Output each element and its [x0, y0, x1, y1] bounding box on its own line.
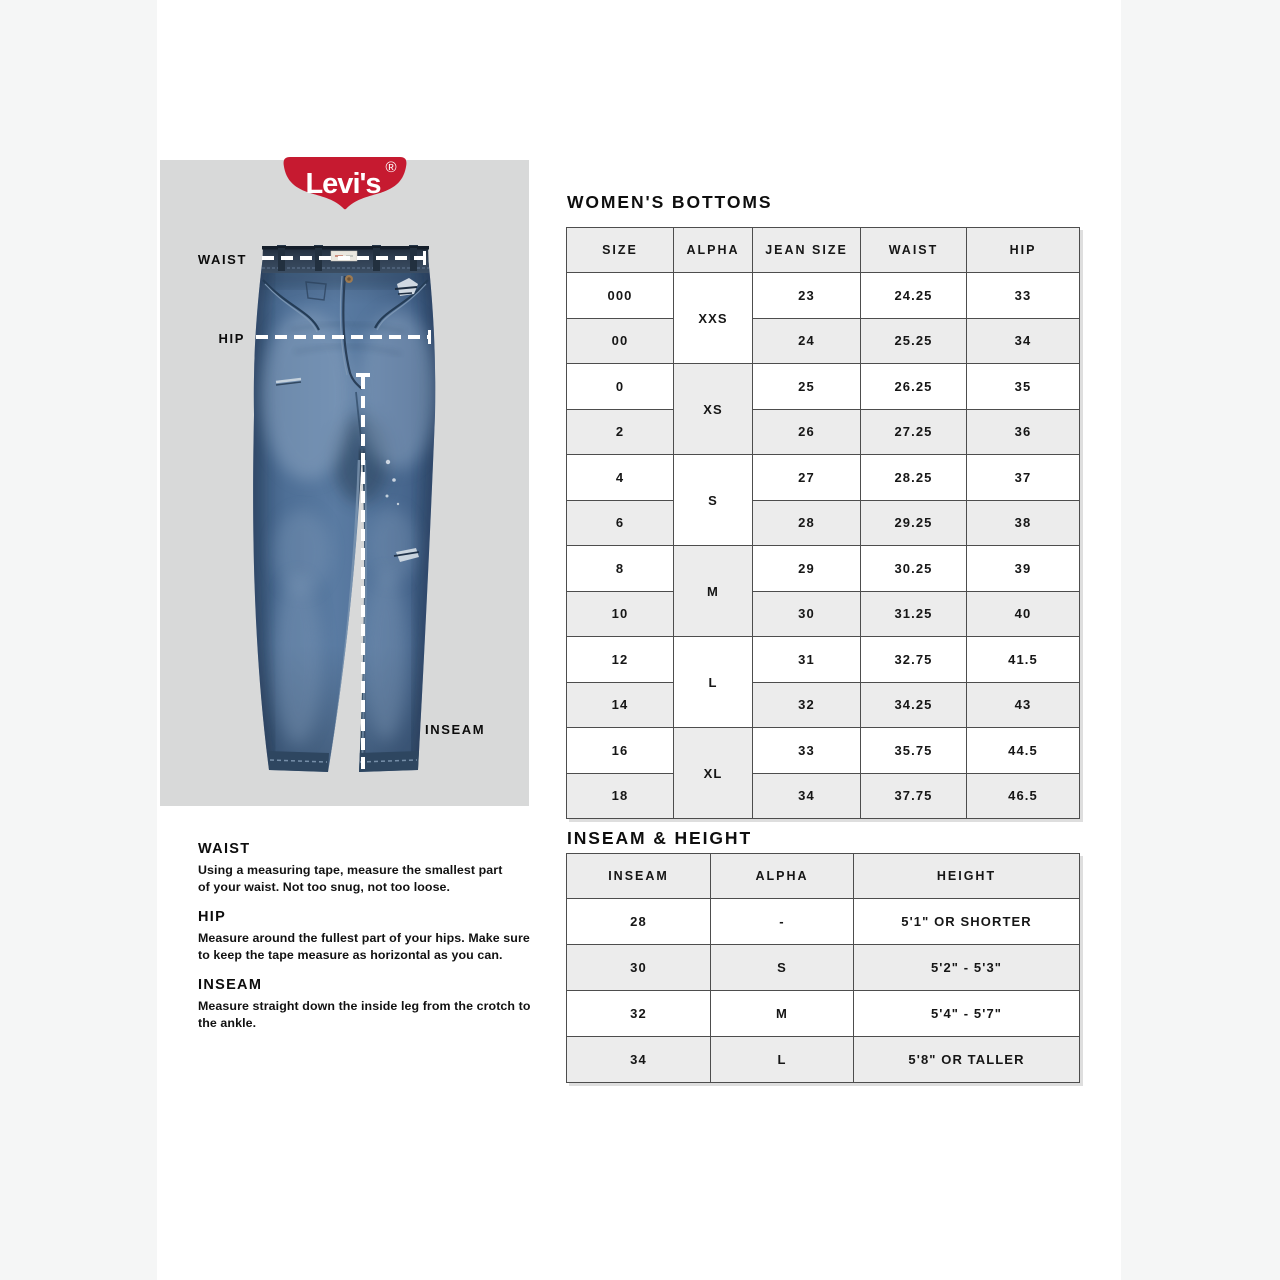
table-row: [567, 591, 1080, 637]
col-header-alpha: ALPHA: [674, 228, 753, 273]
cell-size: 10: [567, 591, 674, 637]
table-row: [567, 637, 1080, 683]
table-row: [567, 273, 1080, 319]
col-header-alpha: ALPHA: [711, 854, 854, 899]
cell-size: 4: [567, 455, 674, 501]
cell-jean-size: 33: [753, 728, 861, 774]
cell-waist: 30.25: [861, 546, 967, 592]
guide-heading: HIP: [198, 909, 227, 925]
hip-line-end-tick: [428, 330, 431, 344]
col-header-inseam: INSEAM: [567, 854, 711, 899]
cell-size: 6: [567, 500, 674, 546]
cell-waist: 24.25: [861, 273, 967, 319]
table-row: [567, 728, 1080, 774]
cell-inseam: 32: [567, 991, 711, 1037]
cell-waist: 28.25: [861, 455, 967, 501]
guide-waist: [198, 841, 543, 896]
cell-alpha: M: [674, 546, 753, 637]
guide-hip: [198, 909, 543, 964]
waist-label: WAIST: [197, 252, 247, 267]
col-header-size: SIZE: [567, 228, 674, 273]
cell-size: 18: [567, 773, 674, 819]
guide-inseam: [198, 977, 543, 1032]
jeans-diagram-panel: [160, 160, 529, 806]
cell-alpha: L: [711, 1037, 854, 1083]
cell-waist: 25.25: [861, 318, 967, 364]
cell-hip: 43: [967, 682, 1080, 728]
cell-jean-size: 28: [753, 500, 861, 546]
cell-jean-size: 34: [753, 773, 861, 819]
cell-hip: 37: [967, 455, 1080, 501]
table-row: [567, 546, 1080, 592]
cell-size: 16: [567, 728, 674, 774]
guide-line: the ankle.: [198, 1016, 257, 1030]
table-row: [567, 318, 1080, 364]
cell-alpha: XL: [674, 728, 753, 819]
hip-measure-line: [256, 335, 430, 339]
cell-waist: 34.25: [861, 682, 967, 728]
cell-height: 5'4" - 5'7": [854, 991, 1080, 1037]
cell-jean-size: 29: [753, 546, 861, 592]
cell-jean-size: 23: [753, 273, 861, 319]
cell-hip: 46.5: [967, 773, 1080, 819]
table-row: [567, 1037, 1080, 1083]
cell-hip: 39: [967, 546, 1080, 592]
table-header-row: [567, 228, 1080, 273]
guide-heading: WAIST: [198, 841, 251, 857]
col-header-waist: WAIST: [861, 228, 967, 273]
cell-height: 5'2" - 5'3": [854, 945, 1080, 991]
table-header-row: [567, 854, 1080, 899]
womens-bottoms-table: [566, 227, 1080, 819]
inseam-line-top-cap: [356, 373, 370, 377]
cell-waist: 31.25: [861, 591, 967, 637]
cell-hip: 38: [967, 500, 1080, 546]
cell-waist: 29.25: [861, 500, 967, 546]
cell-hip: 33: [967, 273, 1080, 319]
womens-bottoms-title: WOMEN'S BOTTOMS: [567, 192, 773, 212]
guide-line: Using a measuring tape, measure the smallest part: [198, 863, 503, 877]
cell-waist: 26.25: [861, 364, 967, 410]
cell-jean-size: 25: [753, 364, 861, 410]
cell-hip: 36: [967, 409, 1080, 455]
inseam-height-table: [566, 853, 1080, 1083]
cell-jean-size: 26: [753, 409, 861, 455]
hip-label: HIP: [218, 331, 245, 346]
cell-jean-size: 31: [753, 637, 861, 683]
measurement-guides: [198, 841, 543, 1045]
guide-line: of your waist. Not too snug, not too loose.: [198, 880, 451, 894]
cell-alpha: L: [674, 637, 753, 728]
cell-jean-size: 24: [753, 318, 861, 364]
cell-height: 5'1" OR SHORTER: [854, 899, 1080, 945]
waist-line-end-tick: [423, 251, 426, 265]
waist-measure-line: [262, 256, 426, 260]
cell-hip: 40: [967, 591, 1080, 637]
cell-alpha: S: [674, 455, 753, 546]
table-row: [567, 991, 1080, 1037]
levis-batwing-logo: [282, 156, 408, 218]
registered-trademark-icon: ®: [385, 159, 397, 176]
table-row: [567, 682, 1080, 728]
cell-waist: 35.75: [861, 728, 967, 774]
cell-alpha: XS: [674, 364, 753, 455]
col-header-height: HEIGHT: [854, 854, 1080, 899]
cell-size: 12: [567, 637, 674, 683]
table-row: [567, 945, 1080, 991]
cell-height: 5'8" OR TALLER: [854, 1037, 1080, 1083]
cell-size: 0: [567, 364, 674, 410]
inseam-height-title: INSEAM & HEIGHT: [567, 828, 753, 848]
cell-size: 2: [567, 409, 674, 455]
cell-inseam: 34: [567, 1037, 711, 1083]
guide-line: Measure around the fullest part of your hips. Make sure: [198, 931, 530, 945]
cell-jean-size: 27: [753, 455, 861, 501]
guide-line: Measure straight down the inside leg from the crotch to: [198, 999, 531, 1013]
cell-waist: 32.75: [861, 637, 967, 683]
table-row: [567, 773, 1080, 819]
cell-alpha: -: [711, 899, 854, 945]
table-row: [567, 455, 1080, 501]
cell-jean-size: 30: [753, 591, 861, 637]
cell-hip: 35: [967, 364, 1080, 410]
col-header-hip: HIP: [967, 228, 1080, 273]
cell-size: 00: [567, 318, 674, 364]
cell-waist: 27.25: [861, 409, 967, 455]
guide-heading: INSEAM: [198, 977, 263, 993]
inseam-label: INSEAM: [425, 722, 486, 737]
cell-hip: 34: [967, 318, 1080, 364]
table-row: [567, 364, 1080, 410]
cell-size: 000: [567, 273, 674, 319]
col-header-jean-size: JEAN SIZE: [753, 228, 861, 273]
guide-line: to keep the tape measure as horizontal as you can.: [198, 948, 503, 962]
cell-alpha: S: [711, 945, 854, 991]
logo-wordmark: Levi's: [305, 168, 381, 200]
cell-size: 8: [567, 546, 674, 592]
cell-waist: 37.75: [861, 773, 967, 819]
cell-inseam: 30: [567, 945, 711, 991]
table-row: [567, 500, 1080, 546]
cell-inseam: 28: [567, 899, 711, 945]
table-row: [567, 409, 1080, 455]
cell-size: 14: [567, 682, 674, 728]
table-row: [567, 899, 1080, 945]
cell-hip: 41.5: [967, 637, 1080, 683]
cell-alpha: M: [711, 991, 854, 1037]
cell-jean-size: 32: [753, 682, 861, 728]
inseam-measure-line: [361, 377, 365, 770]
cell-hip: 44.5: [967, 728, 1080, 774]
cell-alpha: XXS: [674, 273, 753, 364]
